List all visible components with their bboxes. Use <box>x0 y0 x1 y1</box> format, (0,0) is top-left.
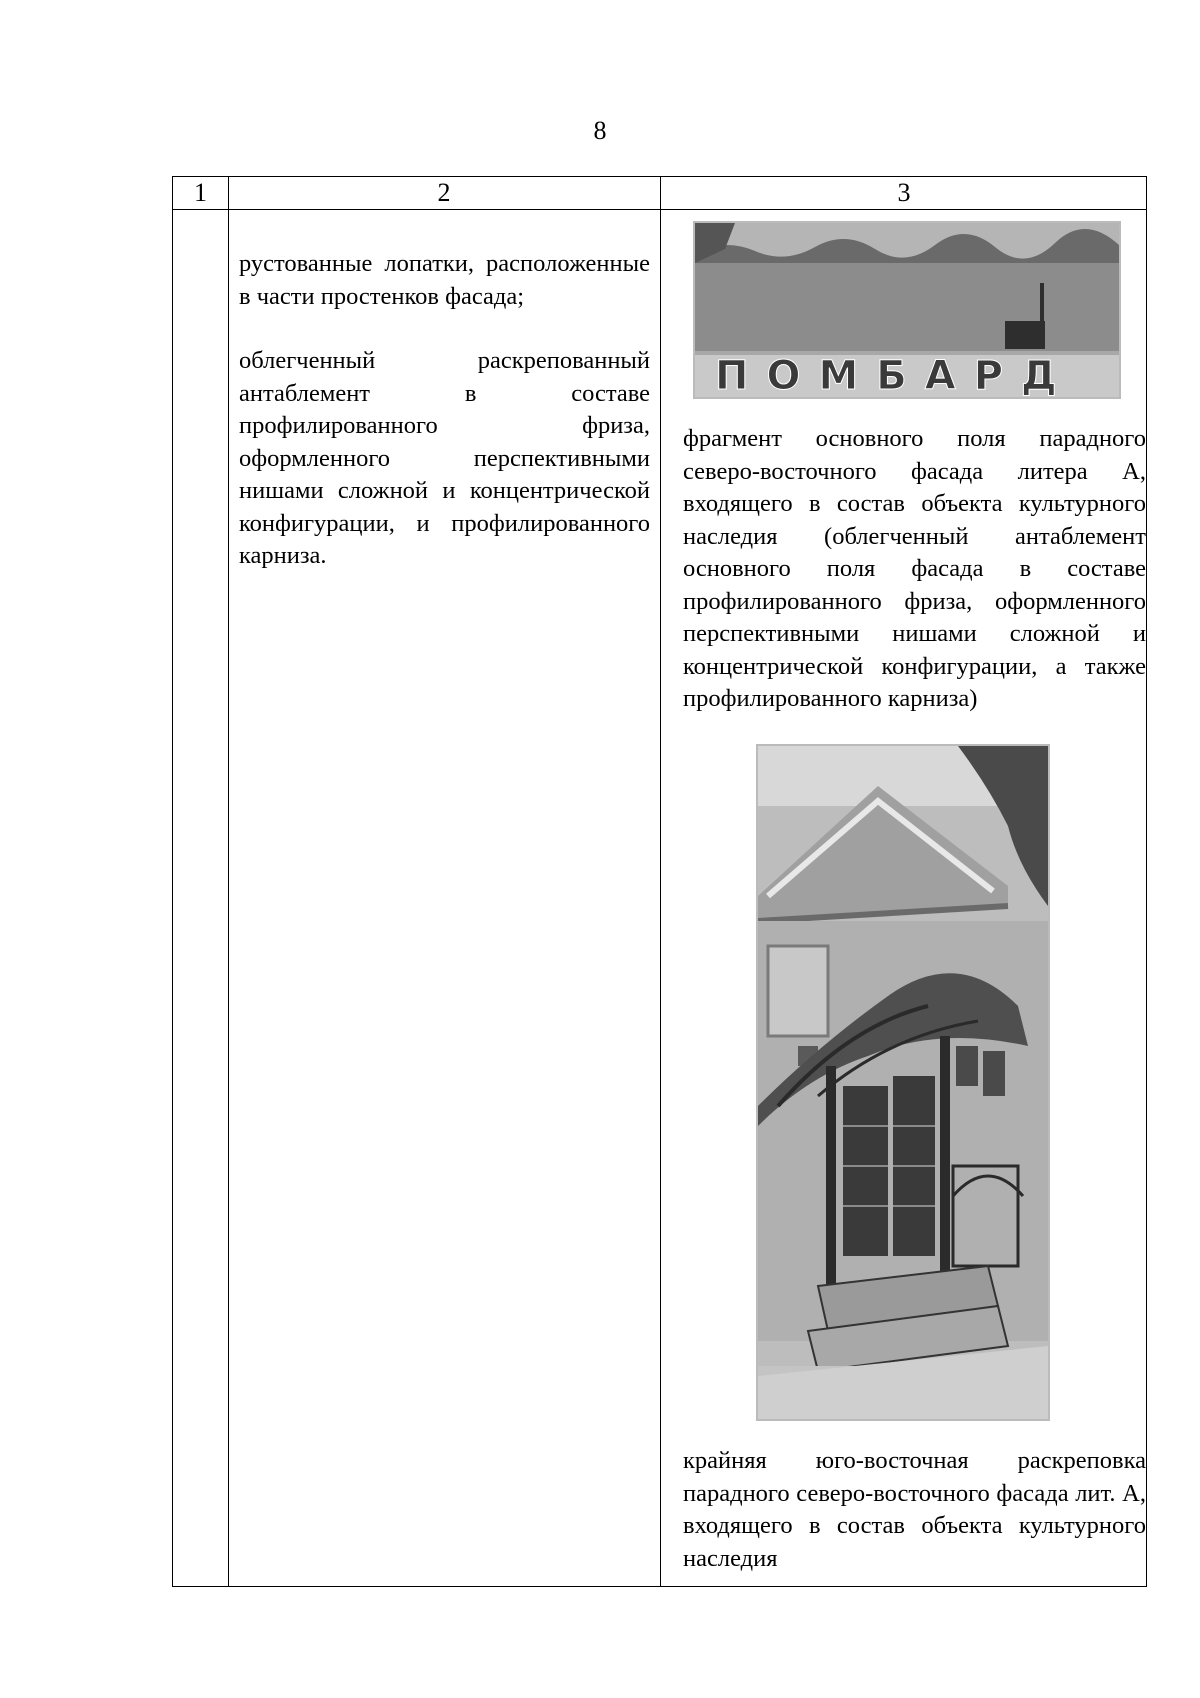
entrance-canopy-photo <box>756 744 1050 1421</box>
photo-caption-1: фрагмент основного поля парадного северо-восточного фасада литера А, входящего в состав объекта культурного наследия (облегченный антаблемент основного поля фасада в составе профилированного фриза, оформленного перспективными нишами сложной и концентрической конфигурации, а также профилированного карниза) <box>683 425 1146 712</box>
column-divider-1 <box>228 177 229 1586</box>
page-number: 8 <box>593 116 607 145</box>
facade-fragment-photo <box>693 221 1121 399</box>
document-table <box>172 176 1147 1587</box>
column-header-2: 2 <box>437 178 451 207</box>
header-row-divider <box>173 209 1146 210</box>
photo-sign-text: ПОМБАРД <box>715 353 1075 397</box>
photo-caption-2: крайняя юго-восточная раскреповка парадного северо-восточного фасада лит. А, входящего в состав объекта культурного наследия <box>683 1447 1146 1572</box>
column-divider-2 <box>660 177 661 1586</box>
column-header-3: 3 <box>897 178 911 207</box>
column-header-1: 1 <box>194 178 207 207</box>
description-paragraph: рустованные лопатки, расположенные в части простенков фасада; <box>239 250 650 310</box>
description-paragraph: облегченный раскрепованный антаблемент в составе профилированного фриза, оформленного перспективными нишами сложной и концентрической конфигурации, и профилированного карниза. <box>239 347 650 569</box>
element-description <box>239 248 650 605</box>
